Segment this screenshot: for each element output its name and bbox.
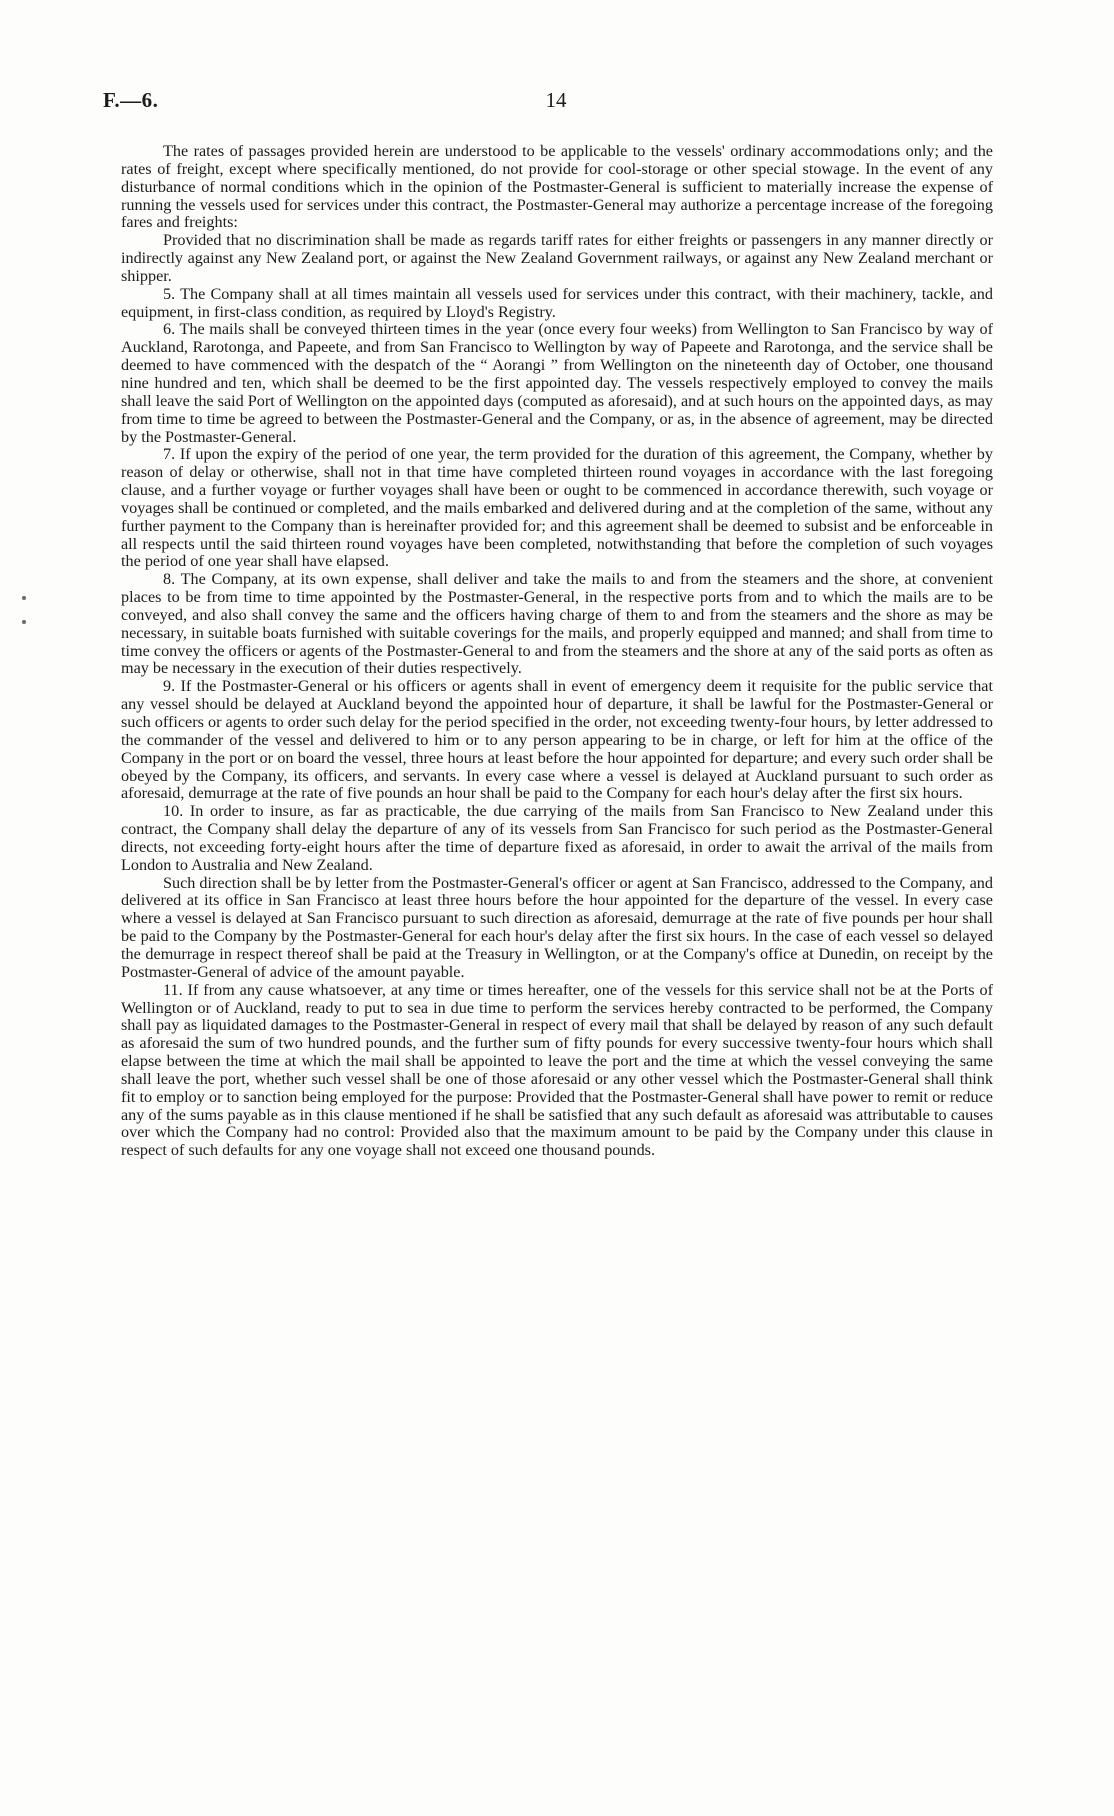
paragraph-clause-6: 6. The mails shall be conveyed thirteen times in the year (once every four weeks) from Wellington to San Francisco by way of Auckland, Rarotonga, and Papeete, and from San Francisco to Wellington by way of Papeete and Rarotonga, and the service shall be deemed to have commenced with the despatch of the “ Aorangi ” from Wellington on the nineteenth day of October, one thousand nine hundred and ten, which shall be deemed to be the first appointed day. The vessels respectively employed to convey the mails shall leave the said Port of Wellington on the appointed days (computed as aforesaid), and at such hours on the appointed days, as may from time to time be agreed to between the Postmaster-General and the Company, or as, in the absence of agreement, may be directed by the Postmaster-General.: [121, 320, 993, 446]
paragraph-clause-10: 10. In order to insure, as far as practicable, the due carrying of the mails from San Francisco to New Zealand under this contract, the Company shall delay the departure of any of its vessels from San Francisco for such period as the Postmaster-General directs, not exceeding forty-eight hours after the time of departure fixed as aforesaid, in order to await the arrival of the mails from London to Australia and New Zealand.: [121, 802, 993, 874]
paragraph-clause-10-direction: Such direction shall be by letter from the Postmaster-General's officer or agent at San Francisco, addressed to the Company, and delivered at its office in San Francisco at least three hours before the hour appointed for the departure of the vessel. In every case where a vessel is delayed at San Francisco pursuant to such direction as aforesaid, demurrage at the rate of five pounds per hour shall be paid to the Company by the Postmaster-General for each hour's delay after the first six hours. In the case of each vessel so delayed the demurrage in respect thereof shall be paid at the Treasury in Wellington, or at the Company's office at Dunedin, on receipt by the Postmaster-General of advice of the amount payable.: [121, 873, 993, 981]
paragraph-clause-8: 8. The Company, at its own expense, shall deliver and take the mails to and from the steamers and the shore, at convenient places to be from time to time appointed by the Postmaster-General, in the respective ports from and to which the mails are to be conveyed, and also shall convey the same and the officers having charge of them to and from the steamers and the shore as may be necessary, in suitable boats furnished with suitable coverings for the mails, and properly equipped and manned; and shall from time to time convey the officers or agents of the Postmaster-General to and from the steamers and the shore at any of the said ports as often as may be necessary in the execution of their duties respectively.: [121, 570, 993, 678]
document-reference: F.—6.: [103, 88, 159, 112]
paragraph-clause-11: 11. If from any cause whatsoever, at any time or times hereafter, one of the vessels for this service shall not be at the Ports of Wellington or of Auckland, ready to put to sea in due time to perform the services hereby contracted to be performed, the Company shall pay as liquidated damages to the Postmaster-General in respect of every mail that shall be delayed by reason of any such default as aforesaid the sum of two hundred pounds, and the further sum of fifty pounds for every successive twenty-four hours which shall elapse between the time at which the mail shall be appointed to leave the port and the time at which the vessel conveying the same shall leave the port, whether such vessel shall be one of those aforesaid or any other vessel which the Postmaster-General shall think fit to employ or to sanction being employed for the purpose: Provided that the Postmaster-General shall have power to remit or reduce any of the sums payable as in this clause mentioned if he shall be satisfied that any such default as aforesaid was attributable to causes over which the Company had no control: Provided also that the maximum amount to be paid by the Company under this clause in respect of such defaults for any one voyage shall not exceed one thousand pounds.: [121, 980, 993, 1160]
paragraph-rates-of-passages: The rates of passages provided herein are understood to be applicable to the vessels' ordinary accommodations only; and the rates of freight, except where specifically mentioned, do not provide for cool-storage or other special stowage. In the event of any disturbance of normal conditions which in the opinion of the Postmaster-General is sufficient to materially increase the expense of running the vessels used for services under this contract, the Postmaster-General may authorize a percentage increase of the foregoing fares and freights:: [121, 142, 993, 232]
page-number: 14: [545, 88, 567, 112]
margin-dot: [22, 596, 26, 600]
paragraph-clause-7: 7. If upon the expiry of the period of one year, the term provided for the duration of this agreement, the Company, whether by reason of delay or otherwise, shall not in that time have completed thirteen round voyages in accordance with the last foregoing clause, and a further voyage or further voyages shall have been or ought to be commenced in accordance therewith, such voyage or voyages shall be continued or completed, and the mails embarked and delivered during and at the completion of the same, without any further payment to the Company than is hereinafter provided for; and this agreement shall be deemed to subsist and be enforceable in all respects until the said thirteen round voyages have been completed, notwithstanding that before the completion of such voyages the period of one year shall have elapsed.: [121, 445, 993, 571]
paragraph-clause-5: 5. The Company shall at all times maintain all vessels used for services under this contract, with their machinery, tackle, and equipment, in first-class condition, as required by Lloyd's Registry.: [121, 284, 993, 321]
page-header: [103, 88, 973, 118]
paragraph-clause-9: 9. If the Postmaster-General or his officers or agents shall in event of emergency deem it requisite for the public service that any vessel should be delayed at Auckland beyond the appointed hour of departure, it shall be lawful for the Postmaster-General or such officers or agents to order such delay for the period specified in the order, not exceeding twenty-four hours, by letter addressed to the commander of the vessel and delivered to him or to any person appearing to be in charge, or left for him at the office of the Company in the port or on board the vessel, three hours at least before the hour appointed for departure; and every such order shall be obeyed by the Company, its officers, and servants. In every case where a vessel is delayed at Auckland pursuant to such order as aforesaid, demurrage at the rate of five pounds an hour shall be paid to the Company for each hour's delay after the first six hours.: [121, 677, 993, 803]
document-body: [121, 143, 993, 1160]
margin-dot: [22, 620, 26, 624]
paragraph-proviso-discrimination: Provided that no discrimination shall be made as regards tariff rates for either freights or passengers in any manner directly or indirectly against any New Zealand port, or against the New Zealand Government railways, or against any New Zealand merchant or shipper.: [121, 231, 993, 285]
